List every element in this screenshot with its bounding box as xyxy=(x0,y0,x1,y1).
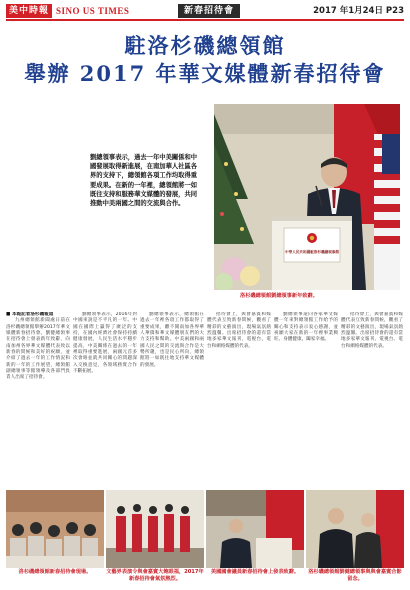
section-tab: 新春招待會 xyxy=(178,4,240,18)
bottom-photo-congressman xyxy=(206,490,304,568)
bottom-photo-group-portrait-illustration xyxy=(306,490,404,568)
podium-sign: 中華人民共和國駐洛杉磯總領事館 xyxy=(285,250,339,254)
bottom-caption-4: 洛杉磯總領館劉健總領事與與會嘉賓合影留念。 xyxy=(308,569,402,582)
bottom-photo-audience-illustration xyxy=(6,490,104,568)
body-column-1 xyxy=(6,312,70,488)
article-paragraph: 劉總領事表示，總領館在過去一年裡各項工作都取得了重要成果，離不開南加各界華人華僑和華文媒體朋友們的大力支持和幫助。中美兩國和兩國人民之間的交流與合作是大勢所趨，也是民心所向，總領館將一如既往地支持華文媒體的發展。 xyxy=(140,312,204,368)
bottom-photo-group-portrait xyxy=(306,490,404,568)
article-paragraph: 劉總領事表示，2016年對中國來說是不平凡的一年。中國在國際上贏得了廣泛的支持，在國內經濟社會保持持續健康發展，人民生活水平穩步提高，中美關係在過去的一年裡取得重要進展，兩國元首多次會晤並就共同關心的問題深入交換意見，各領域務實合作不斷拓展。 xyxy=(73,312,137,375)
bottom-photo-congressman-illustration xyxy=(206,490,304,568)
masthead xyxy=(6,4,404,22)
article-paragraph: 招待會上，與會嘉賓和媒體代表互致新春問候，觀看了精彩的文藝演出，現場氣氛熱烈溫馨。出席招待會的還有當地多家華文報刊、電視台、電台和網絡媒體的代表。 xyxy=(341,312,403,349)
bottom-photo-audience xyxy=(6,490,104,568)
headline-line-1: 駐洛杉磯總領館 xyxy=(124,33,286,58)
body-column-3 xyxy=(140,312,204,488)
main-photo-caption: 洛杉磯總領館劉總領事新年致辭。 xyxy=(240,293,318,299)
article-byline: ■ 本報記者洛杉磯報道 xyxy=(6,312,54,317)
newspaper-logo: 美中時報 xyxy=(6,4,52,18)
pull-quote: 劉總領事表示，過去一年中美關係和中國發展取得新進展，在南加華人社區各界的支持下，總領館各項工作均取得重要成果。在新的一年裡，總領館將一如既往支持和服務華文媒體的發展，共同推動中美兩國之間的交流與合作。 xyxy=(90,154,198,208)
article-paragraph: 招待會上，與會嘉賓和媒體代表互致新春問候，觀看了精彩的文藝演出，現場氣氛熱烈溫馨。出席招待會的還有當地多家華文報刊、電視台、電台和網絡媒體的代表。 xyxy=(207,312,271,349)
main-photo-illustration xyxy=(214,104,400,290)
bottom-caption-2: 文藝界表演令與會嘉賓大飽眼福，2017年新春招待會氣氛熱烈。 xyxy=(106,569,204,582)
bottom-photo-performance-illustration xyxy=(106,490,204,568)
bottom-caption-1: 洛杉磯總領館新春招待會現場。 xyxy=(18,569,92,575)
headline-line-2: 舉辦 2017 年華文媒體新春招待會 xyxy=(24,61,386,86)
body-column-6 xyxy=(341,312,403,488)
newspaper-logo-english: SINO US TIMES xyxy=(56,6,130,16)
bottom-photo-performance xyxy=(106,490,204,568)
main-photo-speaker-at-podium xyxy=(214,104,400,290)
bottom-caption-3: 美國國會議員新春招待會上發表致辭。 xyxy=(210,569,300,575)
masthead-rule xyxy=(6,19,404,21)
article-paragraph: 九州總領館新聞處日前在洛杉磯總領館舉辦2017年華文媒體新春招待會。劉健總領事在招待會上發表新年致辭，向南加州各界華文媒體代表致以新春的問候和美好的祝願，並介紹了過去一年的工作情況和新的一年的工作展望，總領館副總領事等館領導及各部門負責人出席了招待會。 xyxy=(6,318,70,381)
body-column-4 xyxy=(207,312,271,488)
article-paragraph: 劉總領事還向各家華文媒體一年來對總領館工作給予的關心和支持表示衷心感謝，並祝願大家在新的一年裡事業興旺、身體健康、闔家幸福。 xyxy=(274,312,338,343)
issue-date: 2017 年1月24日 P23 xyxy=(313,6,404,16)
body-column-2 xyxy=(73,312,137,488)
body-column-5 xyxy=(274,312,338,488)
